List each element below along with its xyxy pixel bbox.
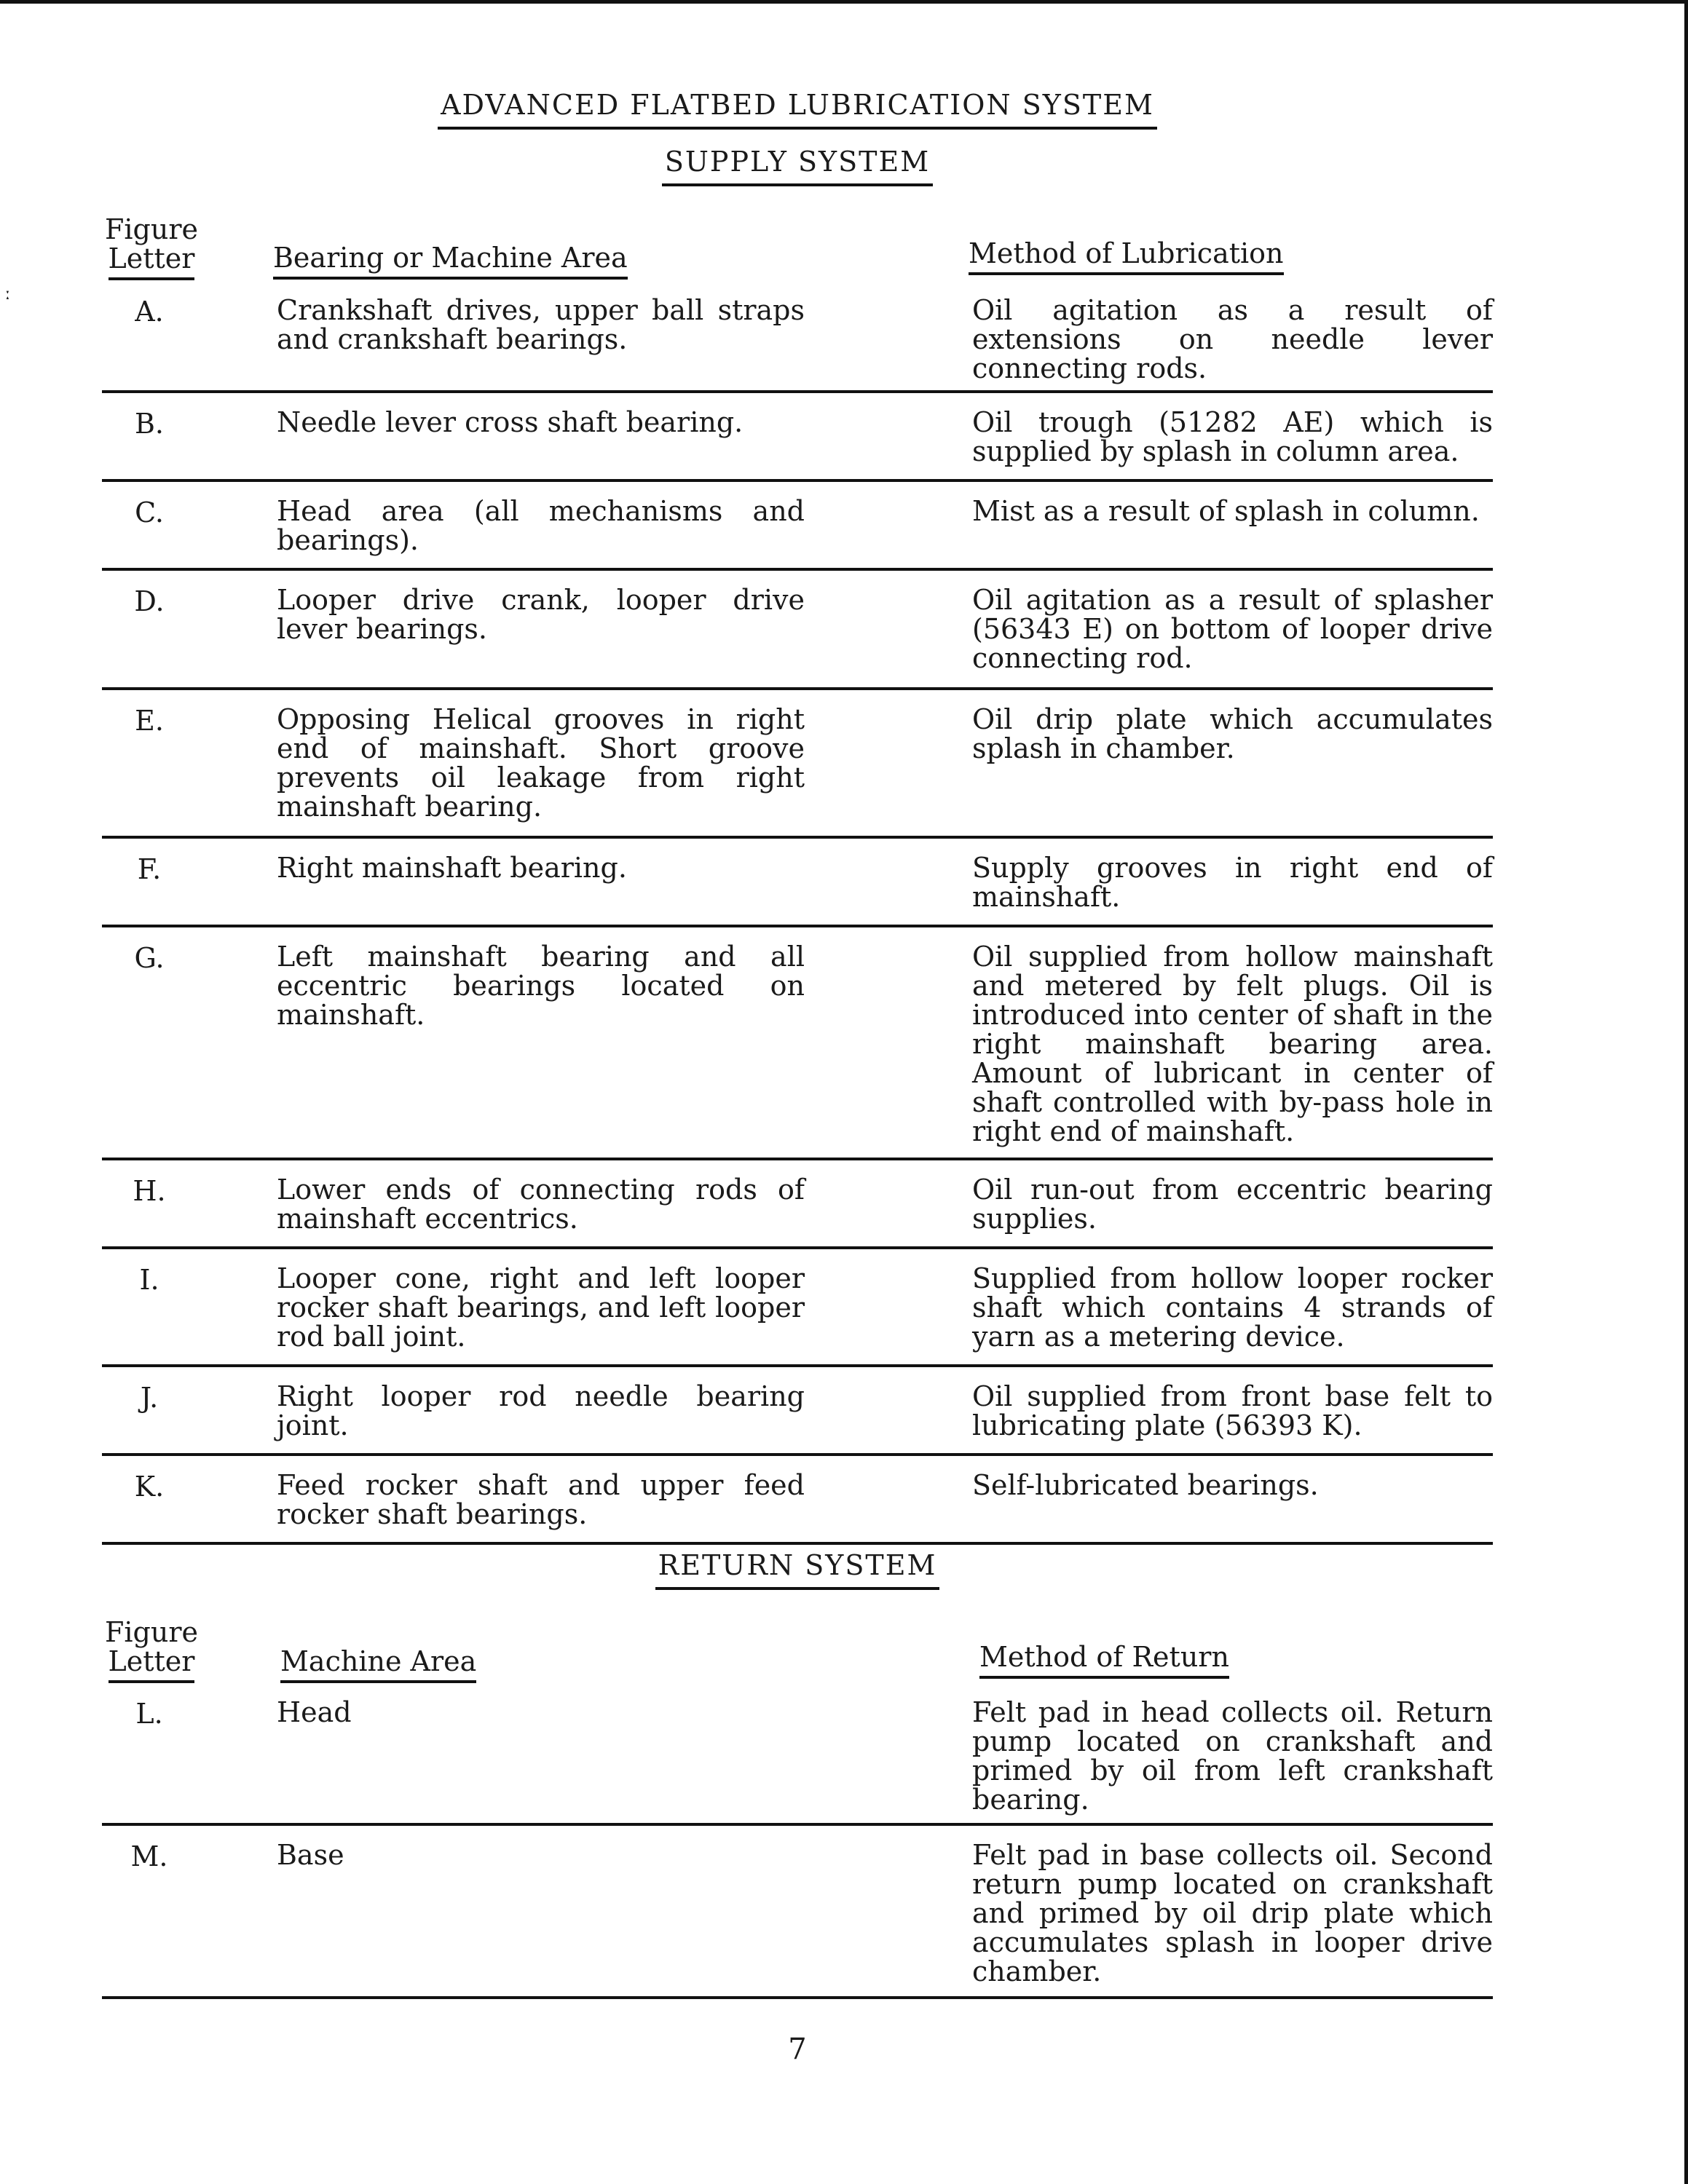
return-section-heading: RETURN SYSTEM <box>0 1549 1595 1590</box>
table-row <box>102 571 1493 690</box>
table-row <box>102 690 1493 839</box>
method-cell: Supplied from hollow looper rocker shaft which contains 4 strands of yarn as a metering device. <box>972 1262 1493 1353</box>
figure-letter: G. <box>134 942 165 974</box>
area-cell: Right looper rod needle bearing joint. <box>277 1380 805 1441</box>
margin-mark: ː <box>4 282 11 304</box>
supply-area-header: Bearing or Machine Area <box>273 243 628 280</box>
table-row <box>102 1683 1493 1826</box>
table-row <box>102 927 1493 1160</box>
figure-letter: K. <box>134 1471 165 1503</box>
method-cell: Felt pad in base collects oil. Second return pump located on crankshaft and primed by oil drip plate which accumulates splash in looper drive chamber. <box>972 1839 1493 1987</box>
page-number: 7 <box>788 2033 807 2066</box>
method-cell: Mist as a result of splash in column. <box>972 495 1480 527</box>
table-row <box>102 839 1493 927</box>
figure-letter: F. <box>137 853 162 885</box>
figure-letter: A. <box>135 296 164 328</box>
table-row <box>102 1826 1493 1999</box>
right-border <box>1684 0 1688 2184</box>
figure-letter: E. <box>135 705 164 737</box>
table-row <box>102 1367 1493 1456</box>
table-row <box>102 1160 1493 1249</box>
table-row <box>102 281 1493 393</box>
method-cell: Supply grooves in right end of mainshaft. <box>972 852 1493 913</box>
return-area-header: Machine Area <box>280 1647 476 1683</box>
area-cell: Feed rocker shaft and upper feed rocker shaft bearings. <box>277 1469 805 1530</box>
table-row <box>102 482 1493 571</box>
return-table <box>102 1683 1493 1999</box>
page-title: ADVANCED FLATBED LUBRICATION SYSTEM <box>0 89 1595 130</box>
method-cell: Oil trough (51282 AE) which is supplied by splash in column area. <box>972 406 1493 467</box>
method-cell: Oil agitation as a result of extensions on needle lever connecting rods. <box>972 294 1493 384</box>
supply-section-heading: SUPPLY SYSTEM <box>0 146 1595 186</box>
area-cell: Crankshaft drives, upper ball straps and crankshaft bearings. <box>277 294 805 355</box>
area-cell: Head area (all mechanisms and bearings). <box>277 495 805 556</box>
method-cell: Oil agitation as a result of splasher (56343 E) on bottom of looper drive connecting rod. <box>972 584 1493 674</box>
table-row <box>102 1249 1493 1367</box>
figure-letter: L. <box>135 1698 163 1730</box>
method-cell: Oil drip plate which accumulates splash in chamber. <box>972 703 1493 764</box>
figure-letter: M. <box>130 1840 168 1872</box>
method-cell: Oil run-out from eccentric bearing supplies. <box>972 1174 1493 1235</box>
supply-figure-letter-header: Figure Letter <box>93 215 210 280</box>
figure-letter: H. <box>133 1175 166 1207</box>
area-cell: Lower ends of connecting rods of mainshaft eccentrics. <box>277 1174 805 1235</box>
figure-letter: C. <box>135 496 164 529</box>
return-figure-letter-header: Figure Letter <box>93 1618 210 1683</box>
area-cell: Opposing Helical grooves in right end of mainshaft. Short groove prevents oil leakage from right mainshaft bearing. <box>277 703 805 823</box>
area-cell: Looper drive crank, looper drive lever bearings. <box>277 584 805 645</box>
area-cell: Base <box>277 1839 344 1871</box>
supply-method-header: Method of Lubrication <box>969 239 1284 275</box>
method-cell: Oil supplied from hollow mainshaft and metered by felt plugs. Oil is introduced into center of shaft in the right mainshaft bearing area. Amount of lubricant in center of shaft controlled with by-pass hole in right end of mainshaft. <box>972 941 1493 1147</box>
area-cell: Head <box>277 1696 352 1728</box>
area-cell: Left mainshaft bearing and all eccentric bearings located on mainshaft. <box>277 941 805 1031</box>
figure-letter: I. <box>139 1264 159 1296</box>
area-cell: Looper cone, right and left looper rocker shaft bearings, and left looper rod ball joint. <box>277 1262 805 1353</box>
return-method-header: Method of Return <box>979 1642 1229 1679</box>
table-row <box>102 1456 1493 1545</box>
area-cell: Needle lever cross shaft bearing. <box>277 406 744 438</box>
method-cell: Felt pad in head collects oil. Return pump located on crankshaft and primed by oil from left crankshaft bearing. <box>972 1696 1493 1816</box>
method-cell: Self-lubricated bearings. <box>972 1469 1319 1501</box>
supply-table <box>102 281 1493 1545</box>
method-cell: Oil supplied from front base felt to lubricating plate (56393 K). <box>972 1380 1493 1441</box>
table-row <box>102 393 1493 482</box>
top-border <box>0 0 1688 4</box>
area-cell: Right mainshaft bearing. <box>277 852 627 884</box>
figure-letter: J. <box>140 1382 159 1414</box>
figure-letter: D. <box>134 585 165 617</box>
figure-letter: B. <box>134 408 164 440</box>
